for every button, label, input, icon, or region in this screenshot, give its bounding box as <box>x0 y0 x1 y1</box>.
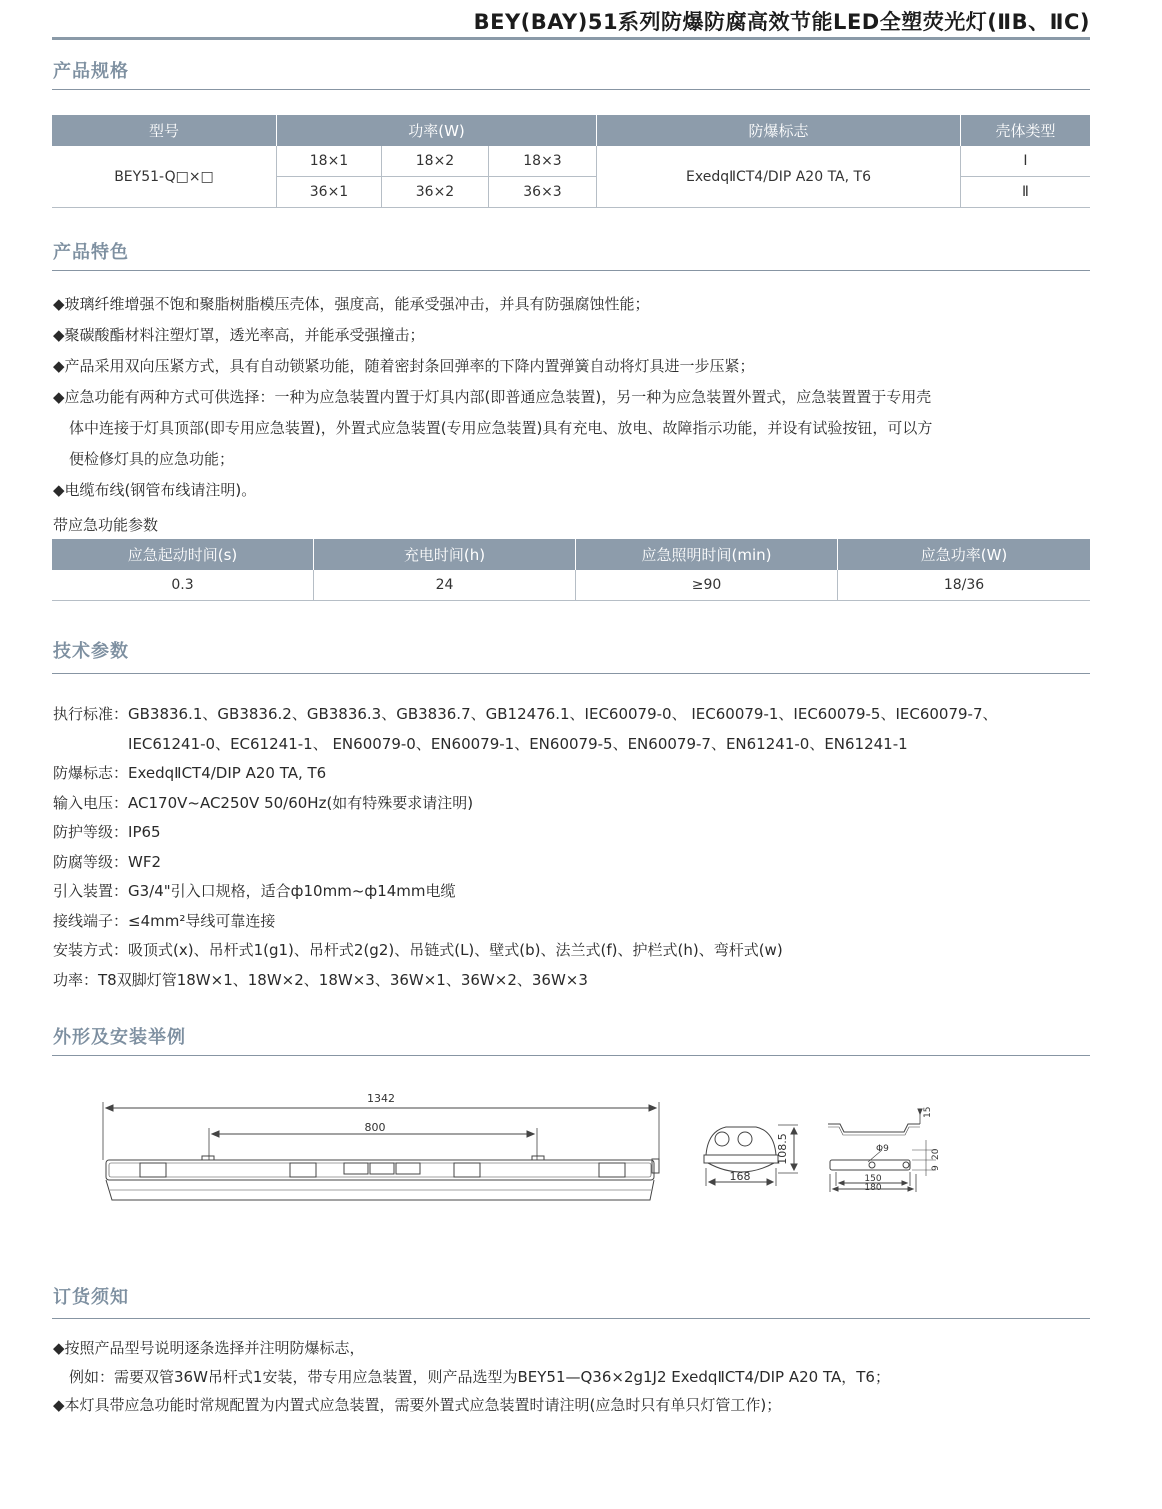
spec-row <box>53 759 1113 789</box>
spec-table <box>52 115 1090 208</box>
spec-value: WF2 <box>128 852 162 871</box>
feature-item: 体中连接于灯具顶部(即专用应急装置)，外置式应急装置(专用应急装置)具有充电、放电、故障指示功能，并设有试验按钮，可以方 <box>69 419 933 437</box>
spec-key: 接线端子： <box>53 911 129 930</box>
order-item: 例如：需要双管36W吊杆式1安装，带专用应急装置，则产品选型为BEY51—Q36×2g1J2 ExedqⅡCT4/DIP A20 TA，T6； <box>69 1367 890 1386</box>
spec-row-standard <box>53 700 1113 759</box>
spec-key: 输入电压： <box>53 793 129 812</box>
feature-item: ◆玻璃纤维增强不饱和聚脂树脂模压壳体，强度高，能承受强冲击，并具有防强腐蚀性能； <box>53 295 650 313</box>
power-cell: 36×3 <box>489 177 597 208</box>
tech-specs <box>53 700 1113 995</box>
spec-value: 吸顶式(x)、吊杆式1(g1)、吊杆式2(g2)、吊链式(L)、壁式(b)、法兰式(f)、护栏式(h)、弯杆式(w) <box>128 941 783 959</box>
dimension-drawing <box>0 1075 1162 1225</box>
dim-20: 20 <box>931 1148 941 1160</box>
ex-mark-cell: ExedqⅡCT4/DIP A20 TA, T6 <box>597 146 961 208</box>
spec-key: 防腐等级： <box>53 852 129 871</box>
table-cell: 18/36 <box>838 570 1091 601</box>
section-divider <box>52 270 1090 271</box>
dim-span: 800 <box>364 1121 386 1134</box>
spec-row <box>53 818 1113 848</box>
spec-value: T8双脚灯管18W×1、18W×2、18W×3、36W×1、36W×2、36W×3 <box>98 970 588 989</box>
dim-bracket-150: 150 <box>864 1174 882 1184</box>
spec-value: IP65 <box>128 823 161 841</box>
table-header: 防爆标志 <box>597 115 961 146</box>
standard-line: IEC61241-0、EC61241-1、 EN60079-0、EN60079-1、EN60079-5、EN60079-7、EN61241-0、EN61241-1 <box>128 734 908 753</box>
page-title: BEY(BAY)51系列防爆防腐高效节能LED全塑荧光灯(ⅡB、ⅡC) <box>473 10 1090 34</box>
table-header: 功率(W) <box>277 115 597 146</box>
spec-row <box>53 848 1113 878</box>
model-cell: BEY51-Q□×□ <box>52 146 277 208</box>
spec-key: 防爆标志： <box>53 764 129 782</box>
table-cell: 0.3 <box>52 570 314 601</box>
spec-row <box>53 907 1113 937</box>
power-cell: 18×2 <box>382 146 489 177</box>
feature-item: ◆产品采用双向压紧方式，具有自动锁紧功能，随着密封条回弹率的下降内置弹簧自动将灯具进一步压紧； <box>53 357 755 375</box>
dim-hole: Φ9 <box>876 1144 889 1154</box>
power-cell: 18×3 <box>489 146 597 177</box>
section-heading-order: 订货须知 <box>53 1287 129 1308</box>
section-heading-spec: 产品规格 <box>53 61 129 82</box>
section-divider <box>52 673 1090 674</box>
spec-value: AC170V~AC250V 50/60Hz(如有特殊要求请注明) <box>128 793 474 812</box>
order-item: ◆按照产品型号说明逐条选择并注明防爆标志， <box>53 1339 365 1357</box>
housing-cell: Ⅰ <box>961 146 1091 177</box>
emergency-table <box>52 539 1090 601</box>
dim-9: 9 <box>931 1165 941 1171</box>
spec-row <box>53 966 1113 996</box>
table-header: 壳体类型 <box>961 115 1091 146</box>
title-divider <box>52 37 1090 40</box>
feature-item: 便检修灯具的应急功能； <box>69 450 235 468</box>
table-cell: 24 <box>314 570 576 601</box>
table-header: 充电时间(h) <box>314 539 576 570</box>
order-item: ◆本灯具带应急功能时常规配置为内置式应急装置，需要外置式应急装置时请注明(应急时只有单只灯管工作)； <box>53 1396 782 1414</box>
spec-row <box>53 936 1113 966</box>
spec-value: ExedqⅡCT4/DIP A20 TA, T6 <box>128 764 327 782</box>
power-cell: 36×2 <box>382 177 489 208</box>
table-header: 应急照明时间(min) <box>576 539 838 570</box>
section-divider <box>52 1055 1090 1056</box>
spec-value: ≤4mm²导线可靠连接 <box>128 911 276 930</box>
dim-overall-length: 1342 <box>367 1092 395 1105</box>
dim-width: 168 <box>729 1170 751 1183</box>
order-notes <box>53 1334 1093 1420</box>
spec-key: 执行标准： <box>53 705 129 723</box>
dim-bracket-180: 180 <box>864 1183 882 1193</box>
spec-key: 防护等级： <box>53 823 129 841</box>
table-header: 应急起动时间(s) <box>52 539 314 570</box>
section-divider <box>52 1318 1090 1319</box>
feature-item: ◆聚碳酸酯材料注塑灯罩，透光率高，并能承受强撞击； <box>53 326 425 344</box>
front-view-drawing <box>103 1102 659 1200</box>
spec-key: 引入装置： <box>53 882 129 900</box>
dim-15: 15 <box>923 1106 933 1118</box>
standard-line: GB3836.1、GB3836.2、GB3836.3、GB3836.7、GB12476.1、IEC60079-0、 IEC60079-1、IEC60079-5、IEC60079-7、 <box>128 705 998 723</box>
emergency-label: 带应急功能参数 <box>53 516 159 534</box>
section-heading-appearance: 外形及安装举例 <box>53 1027 186 1048</box>
spec-value: G3/4"引入口规格，适合ф10mm~ф14mm电缆 <box>128 882 456 900</box>
features-list <box>53 289 1093 506</box>
power-cell: 18×1 <box>277 146 382 177</box>
spec-value <box>128 700 1083 759</box>
section-heading-features: 产品特色 <box>53 242 129 263</box>
feature-item: ◆应急功能有两种方式可供选择：一种为应急装置内置于灯具内部(即普通应急装置)，另一种为应急装置外置式，应急装置置于专用壳 <box>53 388 932 406</box>
power-cell: 36×1 <box>277 177 382 208</box>
feature-item: ◆电缆布线(钢管布线请注明)。 <box>53 481 257 499</box>
section-heading-tech: 技术参数 <box>53 641 129 662</box>
housing-cell: Ⅱ <box>961 177 1091 208</box>
dim-height: 108.5 <box>776 1133 789 1165</box>
table-cell: ≥90 <box>576 570 838 601</box>
section-divider <box>52 89 1090 90</box>
spec-key: 安装方式： <box>53 941 129 959</box>
table-header: 型号 <box>52 115 277 146</box>
spec-row <box>53 877 1113 907</box>
spec-row <box>53 789 1113 819</box>
table-header: 应急功率(W) <box>838 539 1091 570</box>
spec-key: 功率： <box>53 970 99 989</box>
